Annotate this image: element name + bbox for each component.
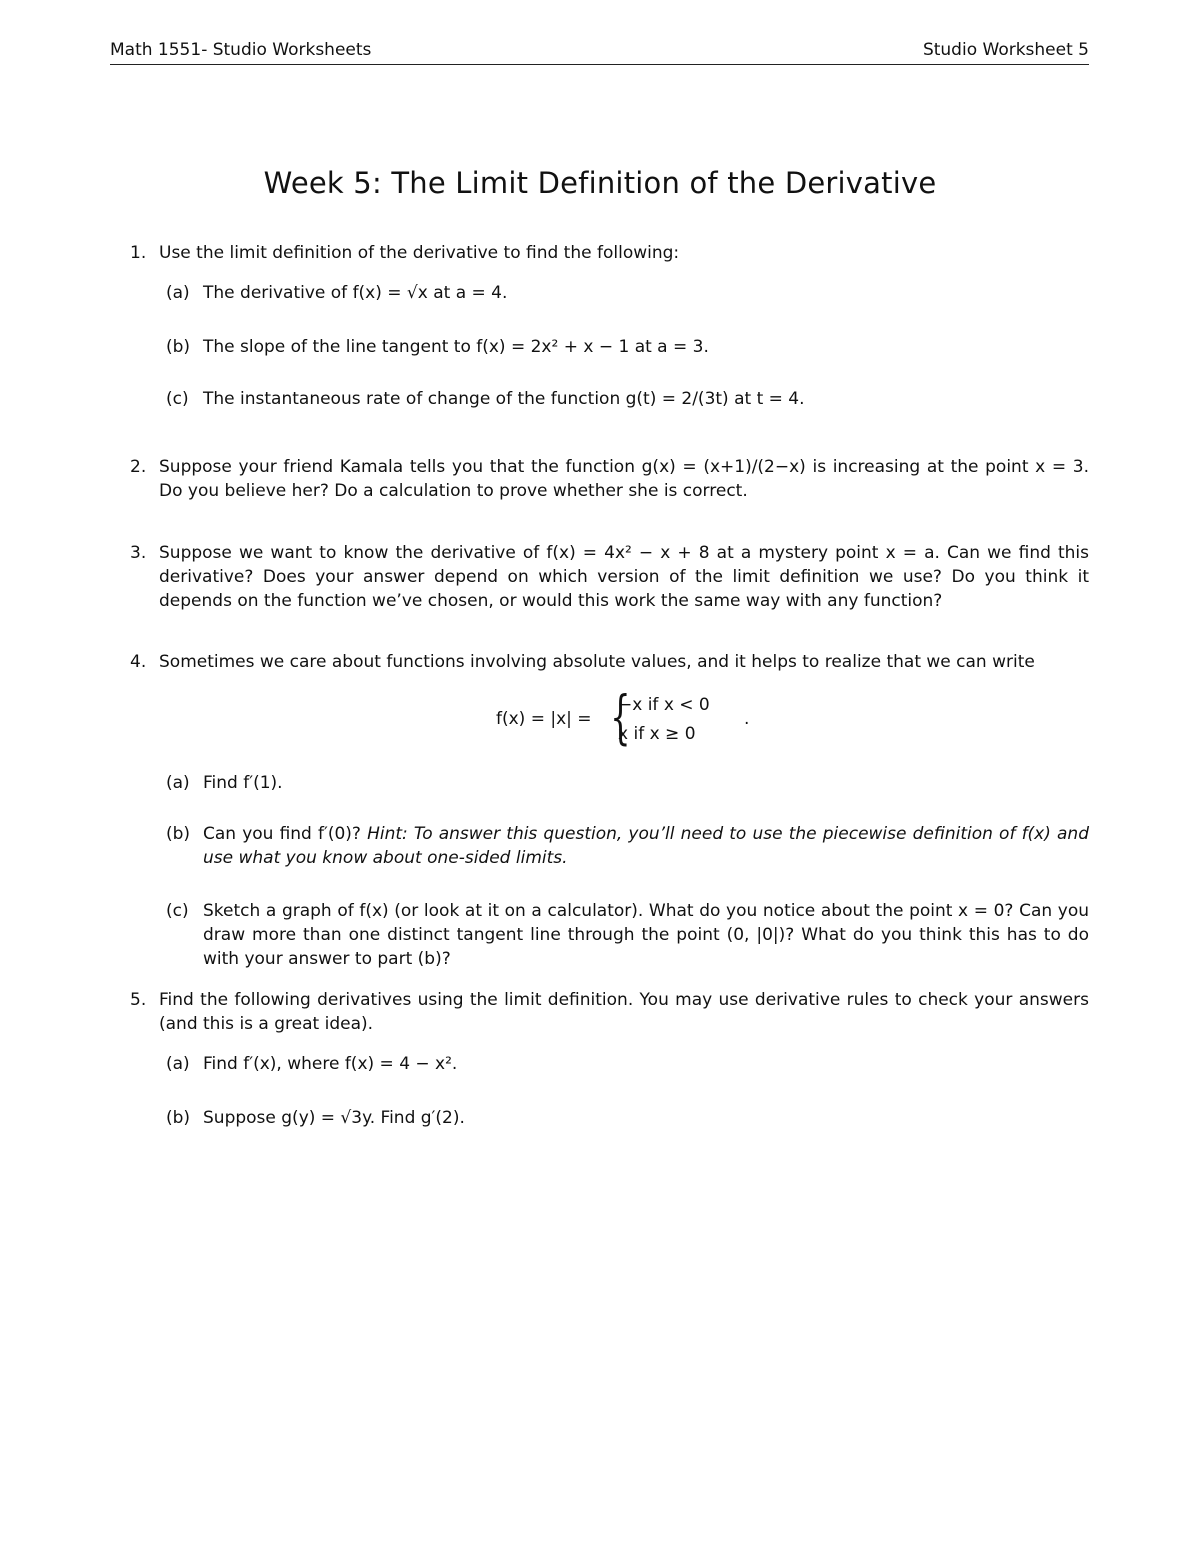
part-text: Sketch a graph of f(x) (or look at it on a calculator). What do you notice about the point x = 0? Can you draw more than one distinct tangent line through the point (0, |0|)? What do you think this has to do with your answer to part (b)? [203,901,1089,969]
part-text: Find f′(1). [203,773,283,793]
equation-case-2: x if x ≥ 0 [618,724,696,744]
problem-text: Suppose your friend Kamala tells you that the function g(x) = (x+1)/(2−x) is increasing at the point x = 3. Do you believe her? Do a calculation to prove whether she is correct. [159,457,1089,501]
problem-5 [130,988,1089,1036]
page-title: Week 5: The Limit Definition of the Derivative [263,166,937,200]
problem-3 [130,541,1089,613]
problem-number: 3. [130,543,147,563]
equation-lhs: f(x) = |x| = [496,709,592,729]
problem-number: 4. [130,652,147,672]
piecewise-equation [496,683,796,754]
problem-number: 1. [130,243,147,263]
hint-text: Hint: To answer this question, you’ll need to use the piecewise definition of f(x) and use what you know about one-sided limits. [203,824,1090,868]
part-label: (a) [166,773,190,793]
problem-4c [166,899,1089,971]
part-text: The slope of the line tangent to f(x) = 2x² + x − 1 at a = 3. [203,337,709,357]
part-label: (b) [166,1108,191,1128]
problem-number: 5. [130,990,147,1010]
problem-2 [130,455,1089,503]
left-brace: { [610,683,631,751]
problem-text: Suppose we want to know the derivative of f(x) = 4x² − x + 8 at a mystery point x = a. Can we find this derivative? Does your answer depend on which version of the limit definition we use? Do you think it depends on the function we’ve chosen, or would this work the same way with any function? [159,543,1089,611]
part-text: Suppose g(y) = √3y. Find g′(2). [203,1108,465,1128]
part-label: (b) [166,337,191,357]
part-label: (b) [166,824,191,844]
part-text: The derivative of f(x) = √x at a = 4. [203,283,508,303]
running-header [110,38,1089,65]
part-text [203,822,1089,870]
problem-text: Find the following derivatives using the limit definition. You may use derivative rules to check your answers (and this is a great idea). [159,990,1089,1034]
header-course: Math 1551- Studio Worksheets [110,40,372,60]
part-label: (a) [166,283,190,303]
equation-case-1: −x if x < 0 [618,695,710,715]
problem-text: Use the limit definition of the derivative to find the following: [159,243,680,263]
part-label: (c) [166,901,189,921]
problem-number: 2. [130,457,147,477]
part-label: (c) [166,389,189,409]
part-text: The instantaneous rate of change of the function g(t) = 2/(3t) at t = 4. [203,389,805,409]
part-label: (a) [166,1054,190,1074]
problem-4b [166,822,1089,870]
equation-period: . [744,709,750,729]
part-question: Can you find f′(0)? [203,824,361,844]
problem-text: Sometimes we care about functions involving absolute values, and it helps to realize that we can write [159,652,1035,672]
part-text: Find f′(x), where f(x) = 4 − x². [203,1054,458,1074]
header-worksheet: Studio Worksheet 5 [922,40,1089,60]
